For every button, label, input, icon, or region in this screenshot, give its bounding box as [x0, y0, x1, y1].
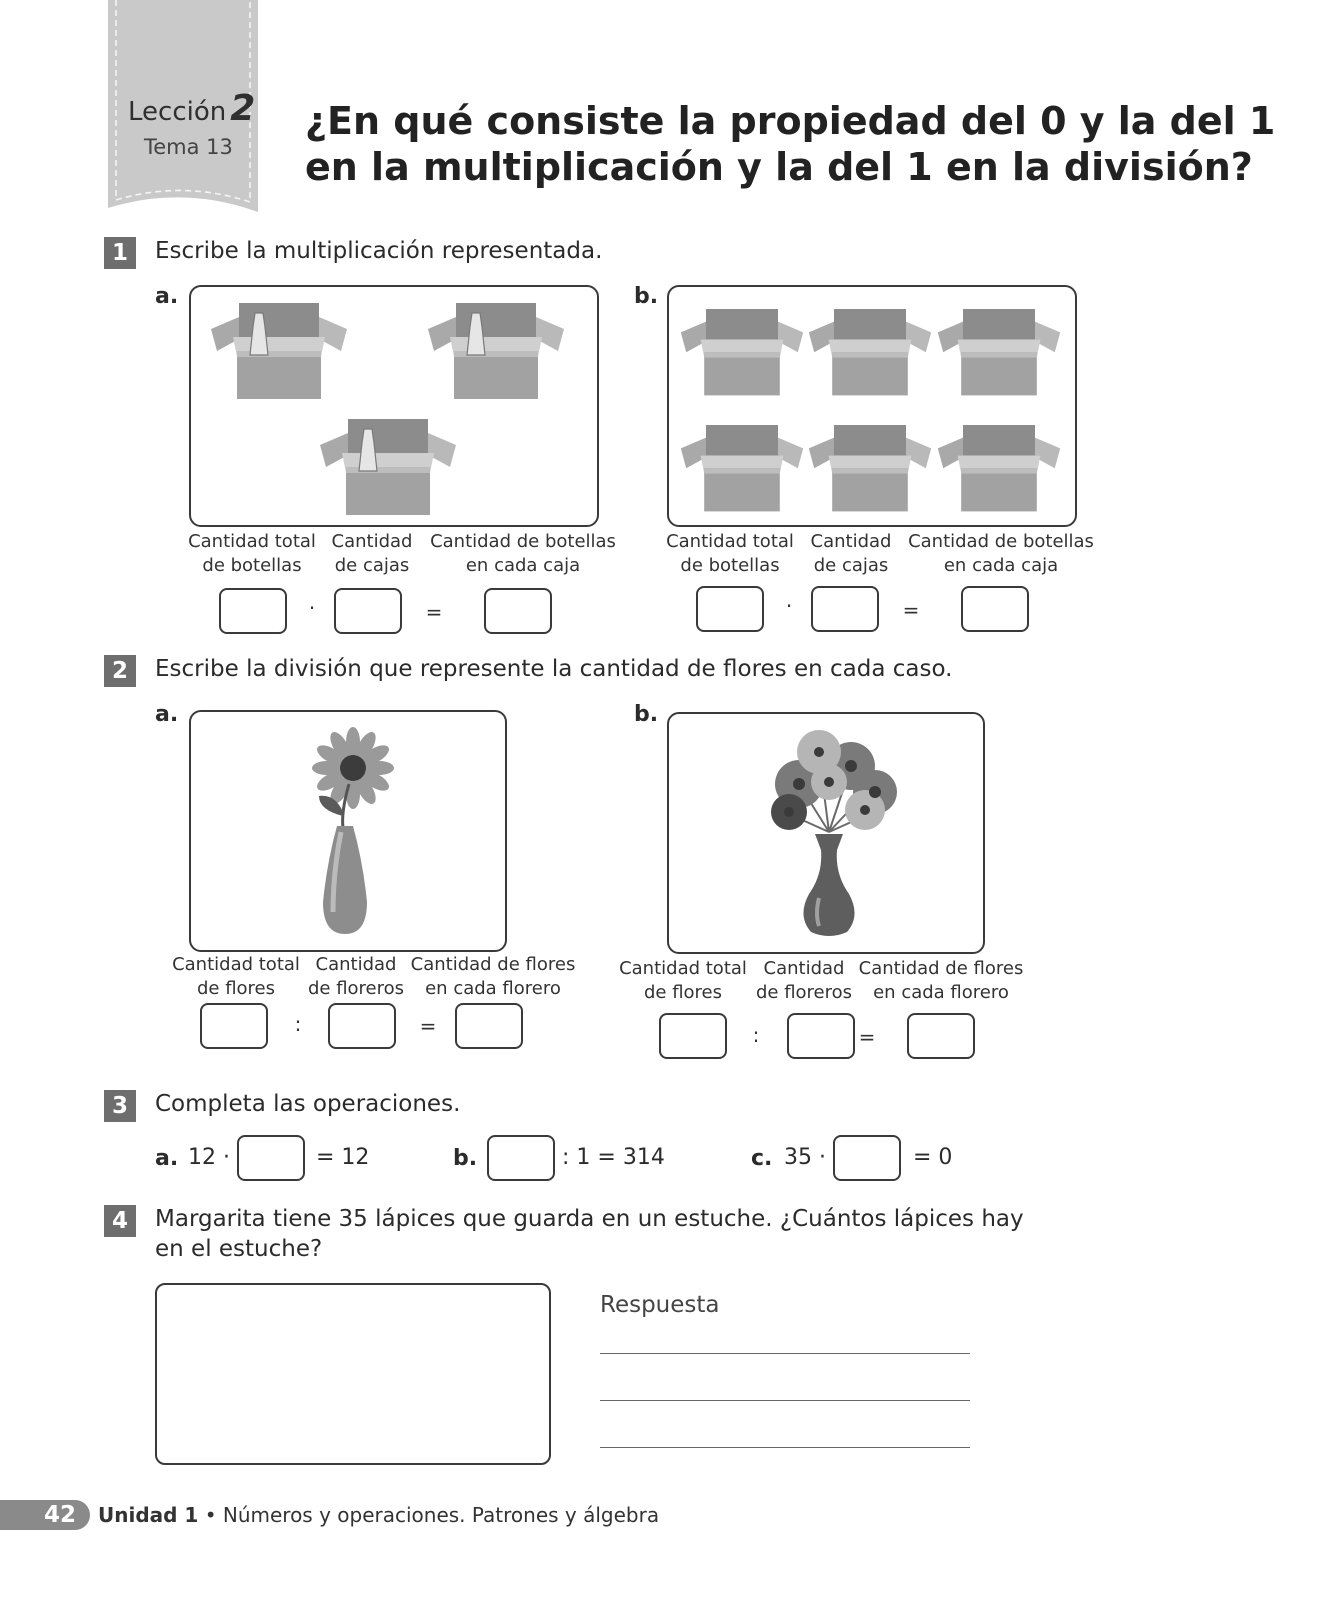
exercise-1a-label: a. — [155, 284, 179, 309]
caption-vases: Cantidad de floreros — [307, 954, 405, 999]
answer-box-divisor[interactable] — [787, 1013, 855, 1059]
footer-unit-text — [98, 1503, 659, 1527]
answer-box-factor[interactable] — [334, 588, 402, 634]
answer-line[interactable] — [600, 1353, 970, 1354]
answer-box-factor[interactable] — [484, 588, 552, 634]
exercise-3c-label: c. — [751, 1146, 773, 1171]
exercise-3a-result: = 12 — [316, 1145, 370, 1170]
caption-flowers-per-vase: Cantidad de flores en cada florero — [858, 958, 1024, 1003]
exercise-3-instruction: Completa las operaciones. — [155, 1091, 461, 1117]
page-title-line2: en la multiplicación y la del 1 en la división? — [305, 145, 1253, 189]
answer-box-missing-factor[interactable] — [833, 1135, 901, 1181]
page-title — [305, 98, 1276, 190]
multiply-sign: · — [785, 594, 793, 618]
equals-sign: = — [425, 600, 443, 624]
answer-box-total[interactable] — [219, 588, 287, 634]
caption-total-bottles: Cantidad total de botellas — [188, 531, 316, 576]
exercise-2-instruction: Escribe la división que represente la cantidad de flores en cada caso. — [155, 656, 953, 682]
answer-line[interactable] — [600, 1400, 970, 1401]
multiply-sign: · — [308, 596, 316, 620]
exercise-3b-result: : 1 = 314 — [562, 1145, 665, 1170]
answer-box-factor[interactable] — [961, 586, 1029, 632]
topic-label: Tema 13 — [144, 135, 233, 159]
exercise-3b-label: b. — [453, 1146, 478, 1171]
answer-box-factor[interactable] — [811, 586, 879, 632]
equals-sign: = — [902, 598, 920, 622]
caption-flowers-per-vase: Cantidad de flores en cada florero — [410, 954, 576, 999]
flower-bouquet-vase-illustration — [669, 714, 983, 952]
answer-box-quotient[interactable] — [455, 1003, 523, 1049]
division-sign: : — [752, 1023, 760, 1047]
answer-box-divisor[interactable] — [328, 1003, 396, 1049]
equals-sign: = — [419, 1014, 437, 1038]
exercise-2b-picture-frame — [667, 712, 985, 954]
equals-sign: = — [858, 1025, 876, 1049]
division-sign: : — [294, 1012, 302, 1036]
exercise-3a-label: a. — [155, 1146, 179, 1171]
caption-vases: Cantidad de floreros — [755, 958, 853, 1003]
lesson-label-text: Lección — [128, 97, 227, 127]
answer-box-missing-dividend[interactable] — [487, 1135, 555, 1181]
footer-subject: Números y operaciones. Patrones y álgebra — [222, 1503, 660, 1527]
answer-box-quotient[interactable] — [907, 1013, 975, 1059]
exercise-number-3: 3 — [104, 1090, 136, 1122]
exercise-1a-picture-frame — [189, 285, 599, 527]
exercise-1-instruction: Escribe la multiplicación representada. — [155, 238, 603, 264]
exercise-4-instruction-line2: en el estuche? — [155, 1236, 323, 1262]
exercise-number-1: 1 — [104, 237, 136, 269]
exercise-2b-label: b. — [634, 702, 659, 727]
caption-total-flowers: Cantidad total de flores — [172, 954, 300, 999]
footer-unit: Unidad 1 — [98, 1503, 199, 1527]
caption-boxes: Cantidad de cajas — [810, 531, 892, 576]
answer-box-missing-factor[interactable] — [237, 1135, 305, 1181]
exercise-4-instruction-line1: Margarita tiene 35 lápices que guarda en un estuche. ¿Cuántos lápices hay — [155, 1206, 1024, 1232]
answer-line[interactable] — [600, 1447, 970, 1448]
caption-boxes: Cantidad de cajas — [331, 531, 413, 576]
caption-total-bottles: Cantidad total de botellas — [666, 531, 794, 576]
exercise-3c-left-operand: 35 · — [784, 1145, 826, 1170]
answer-box-dividend[interactable] — [200, 1003, 268, 1049]
sunflower-vase-illustration — [191, 712, 505, 950]
exercise-2a-picture-frame — [189, 710, 507, 952]
footer-bullet: • — [204, 1503, 217, 1527]
answer-label: Respuesta — [600, 1292, 720, 1318]
empty-boxes-illustration — [669, 287, 1075, 525]
caption-bottles-per-box: Cantidad de botellas en cada caja — [430, 531, 616, 576]
exercise-3a-left-operand: 12 · — [188, 1145, 230, 1170]
caption-bottles-per-box: Cantidad de botellas en cada caja — [908, 531, 1094, 576]
exercise-1b-picture-frame — [667, 285, 1077, 527]
exercise-2a-label: a. — [155, 702, 179, 727]
exercise-number-2: 2 — [104, 655, 136, 687]
boxes-with-bottles-illustration — [191, 287, 597, 525]
exercise-number-4: 4 — [104, 1205, 136, 1237]
exercise-1b-label: b. — [634, 284, 659, 309]
lesson-number: 2 — [230, 88, 256, 129]
page-title-line1: ¿En qué consiste la propiedad del 0 y la del 1 — [305, 99, 1276, 143]
page-number: 42 — [44, 1502, 77, 1528]
answer-box-dividend[interactable] — [659, 1013, 727, 1059]
lesson-label — [128, 88, 255, 129]
work-area-box[interactable] — [155, 1283, 551, 1465]
caption-total-flowers: Cantidad total de flores — [619, 958, 747, 1003]
answer-box-total[interactable] — [696, 586, 764, 632]
exercise-3c-result: = 0 — [913, 1145, 953, 1170]
